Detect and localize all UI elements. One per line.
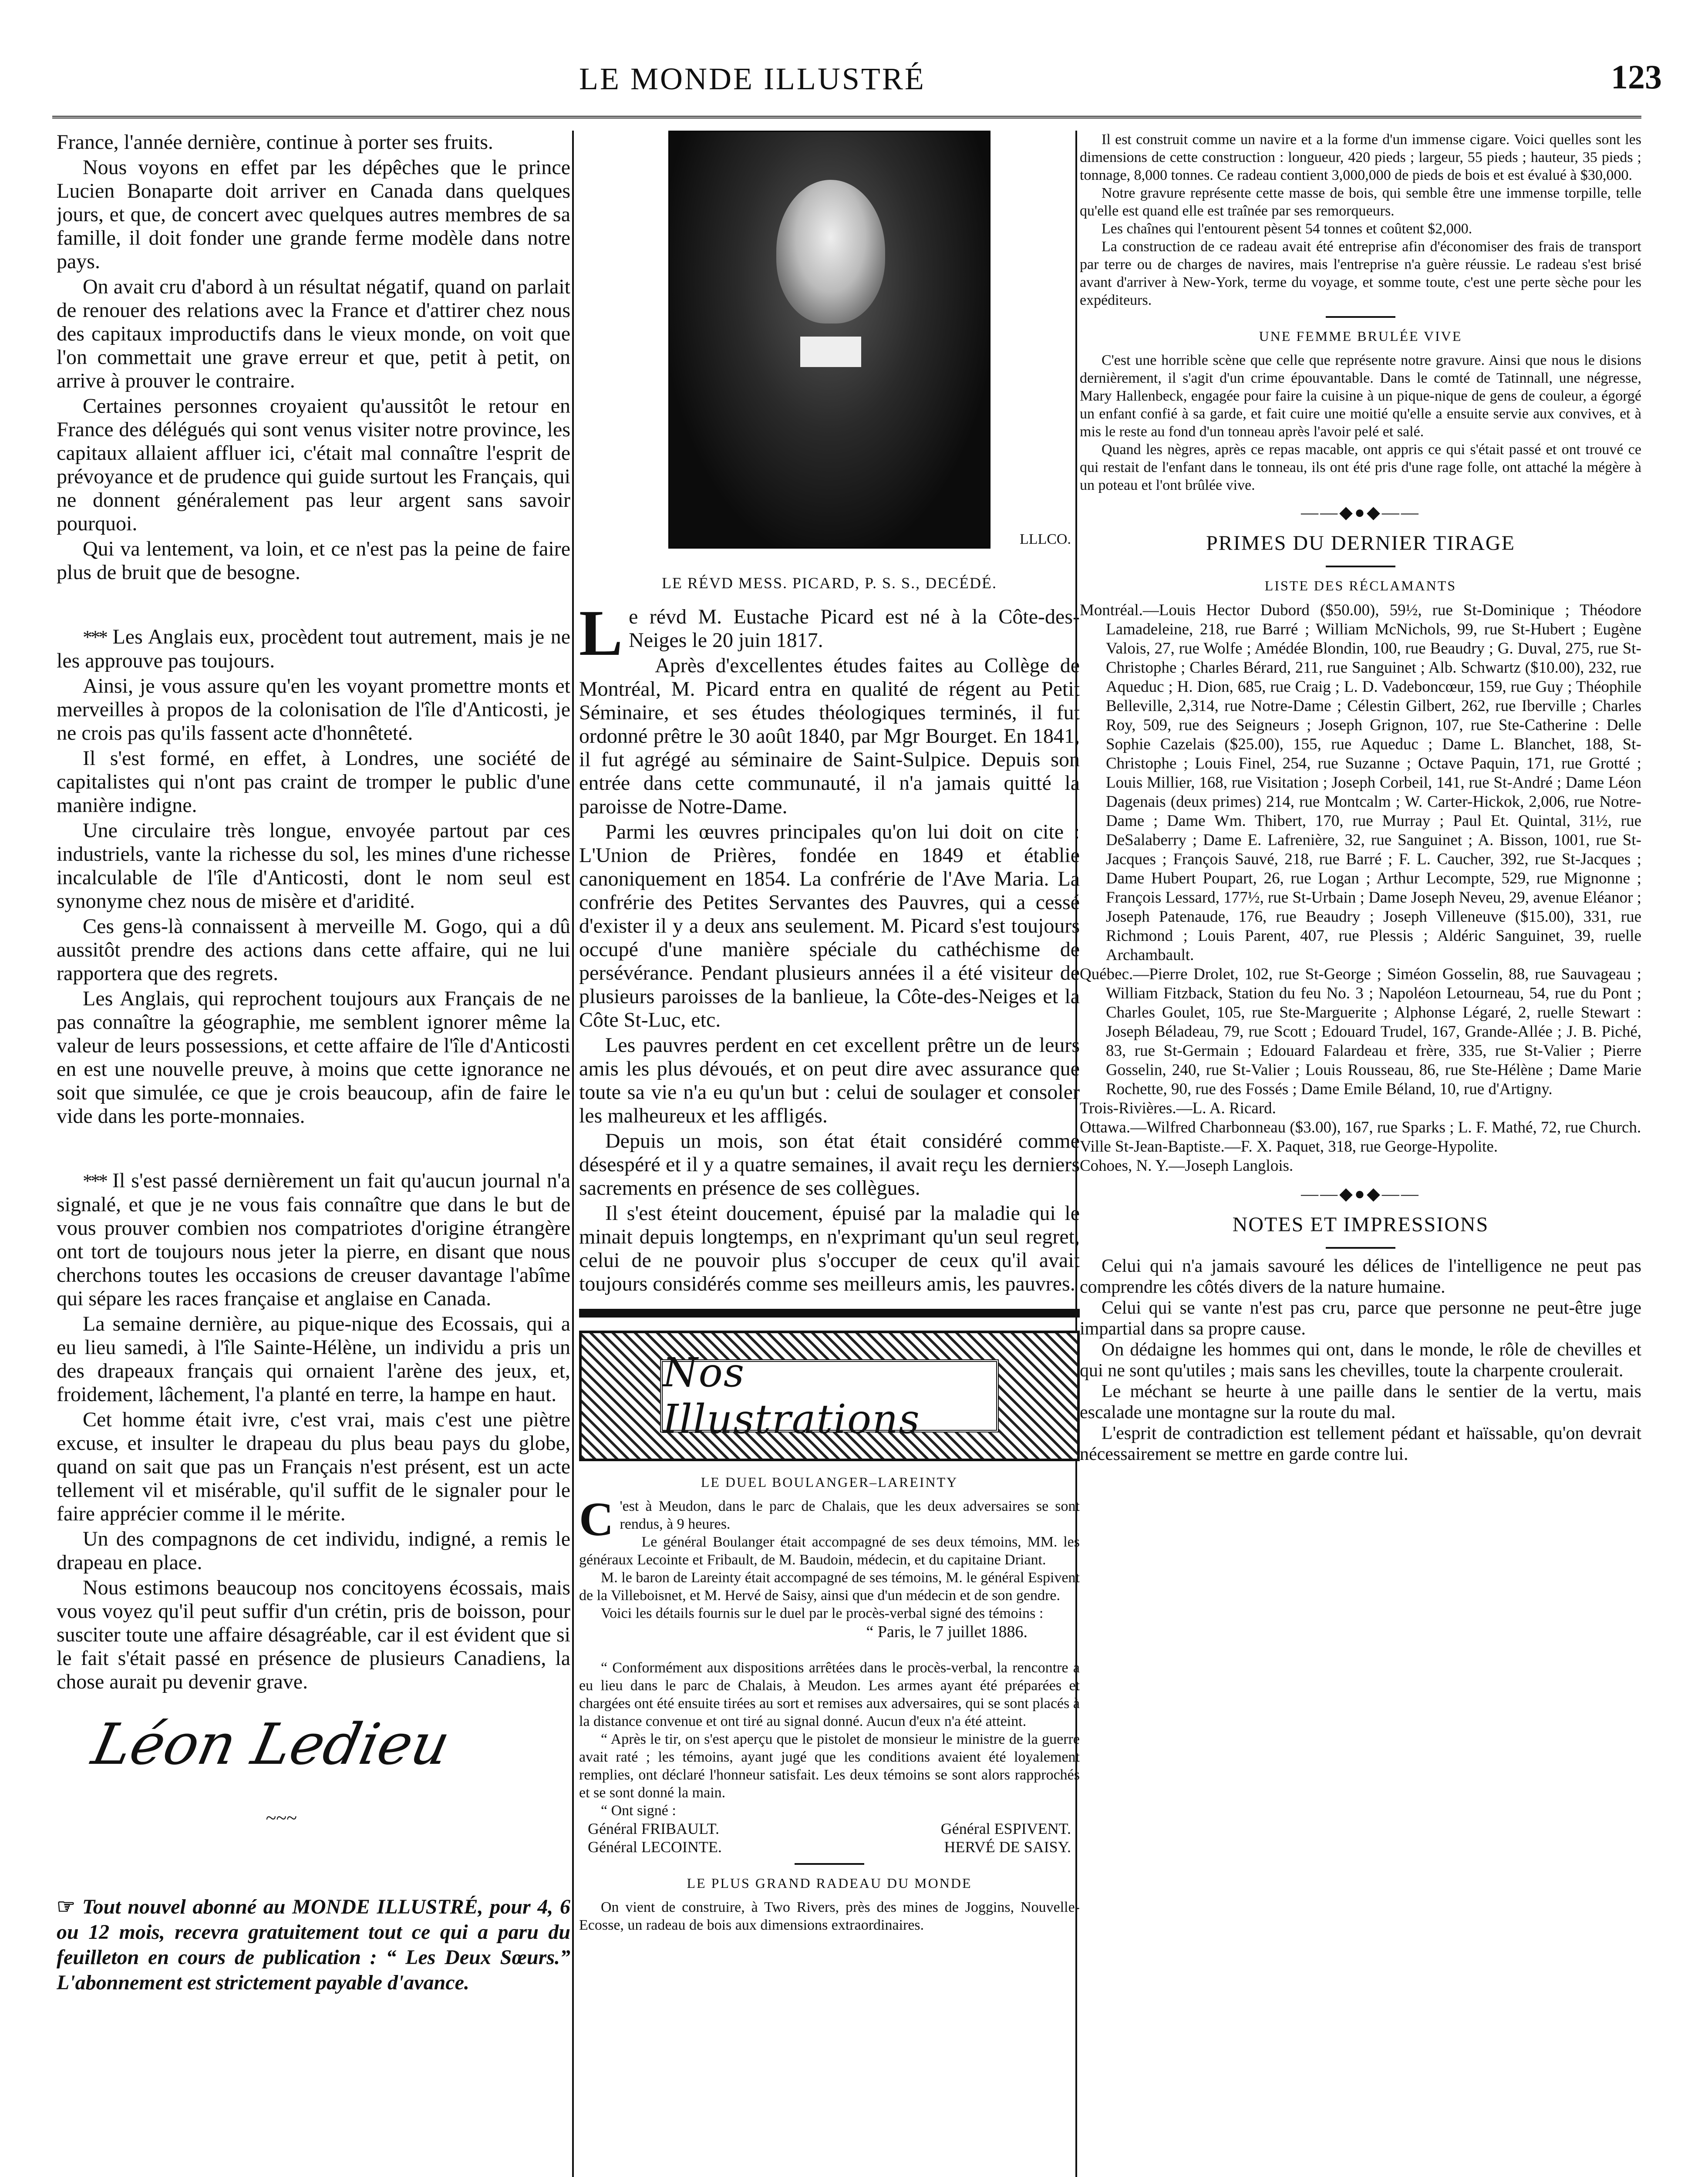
paragraph: Une circulaire très longue, envoyée partout par ces industriels, vante la richesse du sol, les mines d'une richesse incalculable de l'île d'Anticosti, dont le nom seul est synonyme chez nous de misère et d'aridité. [57, 819, 570, 913]
signatories-row [579, 1838, 1080, 1856]
signatory: Général ESPIVENT. [940, 1820, 1071, 1837]
dateline: “ Paris, le 7 juillet 1886. [866, 1623, 1027, 1641]
claimants-entry: Ottawa.—Wilfred Charbonneau ($3.00), 167, rue Sparks ; L. F. Mathé, 72, rue Church. [1080, 1119, 1641, 1136]
paragraph: Quand les nègres, après ce repas macable, ont appris ce qui s'était passé et ont trouvé ce qui restait de l'enfant dans le tonneau, ils ont été pris d'une rage folle, ont attaché la mégère à un poteau et l'ont brûlée vive. [1080, 441, 1641, 493]
paragraph: M. le baron de Lareinty était accompagné de ses témoins, M. le général Espivent de la Villeboisnet, et M. Hervé de Saisy, ainsi que d'un médecin et de son gendre. [579, 1570, 1080, 1604]
page-number: 123 [1611, 58, 1662, 96]
signatory: Général FRIBAULT. [588, 1820, 719, 1837]
paragraph: Celui qui n'a jamais savouré les délices de l'intelligence ne peut pas comprendre les côtés divers de la nature humaine. [1080, 1256, 1641, 1297]
list-heading: LISTE DES RÉCLAMANTS [1264, 578, 1457, 593]
column-2 [579, 131, 1080, 2177]
portrait-engraving [668, 131, 990, 549]
ornament-divider: ——◆●◆—— [1301, 502, 1420, 522]
column-1 [57, 131, 570, 2177]
paragraph: Nous voyons en effet par les dépêches que le prince Lucien Bonaparte doit arriver en Canada dans quelques jours, et que, de concert avec quelques autres membres de sa famille, il doit fonder une grande ferme modèle dans notre pays. [57, 156, 570, 273]
paragraph: Parmi les œuvres principales qu'on lui doit on cite : L'Union de Prières, fondée en 1849 et établie canoniquement en 1854. La confrérie de l'Ave Maria. La confrérie des Petites Servantes des Pauvres, qui a cessé d'exister il y a deux ans seulement. M. Picard s'est toujours occupé d'une manière spéciale du cathéchisme de persévérance. Pendant plusieurs années il a été visiteur de plusieurs paroisses de la banlieue, la Côte-des-Neiges et la Côte St-Luc, etc. [579, 820, 1080, 1031]
signed-label: “ Ont signé : [601, 1803, 676, 1819]
paragraph: Il s'est passé dernièrement un fait qu'aucun journal n'a signalé, et que je ne vous fais connaître que dans le but de vous prouver combien nos compatriotes d'origine étrangère ont tort de toujours nous jeter la pierre, en disant que nous cherchons toutes les occasions de creuser davantage l'abîme qui sépare les races française et anglaise en Canada. [57, 1169, 570, 1310]
signatory: HERVÉ DE SAISY. [944, 1838, 1071, 1856]
paragraph: On dédaigne les hommes qui ont, dans le monde, le rôle de chevilles et qui ne sont qu'utiles ; mais sans les chevilles, toute la charpente croulerait. [1080, 1340, 1641, 1381]
paragraph: Qui va lentement, va loin, et ce n'est pas la peine de faire plus de bruit que de besogne. [57, 537, 570, 584]
paragraph: “ Après le tir, on s'est aperçu que le pistolet de monsieur le ministre de la guerre avait raté ; les témoins, ayant jugé que les conditions avaient été loyalement remplies, ont déclaré l'honneur satisfait. Les deux témoins se sont alors rapprochés et se sont donné la main. [579, 1731, 1080, 1801]
article-heading: LE PLUS GRAND RADEAU DU MONDE [687, 1875, 972, 1891]
paragraph: Certaines personnes croyaient qu'aussitôt le retour en France des délégués qui sont venus visiter notre province, les capitaux allaient affluer ici, c'était mal connaître l'esprit de prévoyance et de prudence qui guide surtout les Français, qui ne donnent généralement pas leur argent sans savoir pourquoi. [57, 394, 570, 535]
signatory: Général LECOINTE. [588, 1838, 722, 1856]
claimants-entry: Cohoes, N. Y.—Joseph Langlois. [1080, 1157, 1294, 1175]
paragraph: C'est une horrible scène que celle que représente notre gravure. Ainsi que nous le disions dernièrement, il s'agit d'un crime épouvantable. Dans le comté de Tatinnall, une négresse, Mary Hallenbeck, engagée pour faire la cuisine à un pique-nique de gens de couleur, a égorgé un enfant confié à sa garde, et fait cuire une moitié qu'elle a ensuite servie aux convives, et à mis le reste au fond d'un tonneau après l'avoir pelé et salé. [1080, 352, 1641, 440]
section-stars: *** [83, 627, 106, 648]
claimants-entry: Trois-Rivières.—L. A. Ricard. [1080, 1099, 1276, 1117]
pointing-hand-icon: ☞ [57, 1895, 82, 1918]
paragraph: Les pauvres perdent en cet excellent prêtre un de leurs amis les plus dévoués, et on peut dire avec assurance que toute sa vie n'a eu qu'un but : celui de soulager et consoler les malheureux et les affligés. [579, 1034, 1080, 1127]
portrait-face [776, 180, 885, 324]
paragraph: “ Conformément aux dispositions arrêtées dans le procès-verbal, la rencontre a eu lieu dans le parc de Chalais, à Meudon. Les armes ayant été préparées et chargées ont été ensuite tirées au sort et remises aux adversaires, qui se sont placés à la distance convenue et ont tiré au signal donné. Aucun d'eux n'a été atteint. [579, 1660, 1080, 1729]
article-heading: LE DUEL BOULANGER–LAREINTY [701, 1474, 958, 1490]
claimants-entry: Ville St-Jean-Baptiste.—F. X. Paquet, 318, rue George-Hypolite. [1080, 1138, 1498, 1156]
paragraph: La semaine dernière, au pique-nique des Ecossais, qui a eu lieu samedi, à l'île Sainte-Hélène, un individu a pris un des drapeaux français qui ornaient l'arène des jeux, et, froidement, lâchement, l'a planté en terre, la hampe en haut. [57, 1312, 570, 1406]
paragraph: Il s'est formé, en effet, à Londres, une société de capitalistes qui n'ont pas craint de tromper le public d'une manière indigne. [57, 747, 570, 817]
section-stars: *** [83, 1170, 106, 1192]
paragraph: Un des compagnons de cet individu, indigné, a remis le drapeau en place. [57, 1527, 570, 1574]
section-heading: PRIMES DU DERNIER TIRAGE [1206, 532, 1515, 555]
paragraph: France, l'année dernière, continue à porter ses fruits. [57, 131, 493, 154]
portrait-collar [800, 337, 861, 367]
paragraph: 'est à Meudon, dans le parc de Chalais, que les deux adversaires se sont rendus, à 9 heures. [620, 1498, 1080, 1532]
divider [1326, 566, 1395, 567]
paragraph: Il s'est éteint doucement, épuisé par la maladie qui le minait depuis longtemps, en n'exprimant qu'un seul regret, celui de ne pouvoir plus s'occuper de ceux qu'il avait toujours considérés comme ses meilleurs amis, les pauvres. [579, 1202, 1080, 1295]
signature-flourish: ~~~ [266, 1807, 297, 1829]
divider [1326, 316, 1395, 318]
paragraph: On avait cru d'abord à un résultat négatif, quand on parlait de renouer des relations avec la France et d'attirer chez nous des capitaux improductifs dans le vieux monde, on voit que l'on commettait une grave erreur et que, petit à petit, on arrive à prouver le contraire. [57, 275, 570, 392]
paragraph: Notre gravure représente cette masse de bois, qui semble être une immense torpille, telle qu'elle est quand elle est traînée par ses remorqueurs. [1080, 185, 1641, 219]
paragraph: Les Anglais, qui reprochent toujours aux Français de ne pas connaître la géographie, me semblent ignorer même la valeur de leurs possessions, et cette affaire de l'île d'Anticosti en est une nouvelle preuve, à moins que cette ignorance ne soit que simulée, ce que je crois beaucoup, afin de faire le vide dans les porte-monnaies. [57, 987, 570, 1128]
paragraph: e révd M. Eustache Picard est né à la Côte-des-Neiges le 20 juin 1817. [629, 605, 1080, 652]
header-rule [52, 116, 1641, 118]
article-heading: UNE FEMME BRULÉE VIVE [1259, 328, 1462, 344]
portrait-caption: LE RÉVD MESS. PICARD, P. S. S., DECÉDÉ. [661, 574, 997, 592]
column-divider [572, 131, 574, 2177]
paragraph: Le méchant se heurte à une paille dans le sentier de la vertu, mais escalade une montagne sur la route du mal. [1080, 1382, 1641, 1422]
paragraph: Après d'excellentes études faites au Collège de Montréal, M. Picard entra en qualité de régent au Petit Séminaire, et ses études théologiques terminés, il fut ordonné prêtre le 30 août 1840, par Mgr Bourget. En 1841, il fut agrégé au séminaire de Saint-Sulpice. Depuis son entrée dans cette communauté, il n'a jamais quitté la paroisse de Notre-Dame. [579, 654, 1080, 818]
masthead: LE MONDE ILLUSTRÉ [579, 61, 926, 96]
paragraph: L'esprit de contradiction est tellement pédant et haïssable, qu'on devrait nécessairement se mettre en garde contre lui. [1080, 1423, 1641, 1464]
paragraph: On vient de construire, à Two Rivers, près des mines de Joggins, Nouvelle-Ecosse, un radeau de bois aux dimensions extraordinaires. [579, 1899, 1080, 1933]
divider [1326, 1247, 1395, 1249]
engraver-mark: LLLCO. [1019, 531, 1071, 547]
ornament-divider: ——◆●◆—— [1301, 1184, 1420, 1203]
divider [795, 1863, 864, 1865]
paragraph: Ces gens-là connaissent à merveille M. Gogo, qui a dû aussitôt prendre des actions dans cette affaire, qui ne lui rapportera que des regrets. [57, 915, 570, 985]
section-rule [579, 1309, 1080, 1318]
claimants-entry: Montréal.—Louis Hector Dubord ($50.00), 59½, rue St-Dominique ; Théodore Lamadeleine, 218, rue Barré ; William McNichols, 99, rue St-Hubert ; Eugène Valois, 27, rue Wolfe ; Amédée Blondin, 100, rue Beaudry ; G. Duval, 275, rue St-Christophe ; Charles Bérard, 211, rue Sanguinet ; Alb. Schwartz ($10.00), 232, rue Aqueduc ; H. Dion, 685, rue Craig ; L. D. Vadeboncœur, 159, rue Guy ; Théophile Belleville, 2,314, rue Notre-Dame ; Célestin Gilbert, 262, rue Iberville ; Charles Roy, 509, rue des Seigneurs ; Joseph Grignon, 107, rue Ste-Catherine : Delle Sophie Cazelais ($25.00), 155, rue Aqueduc ; Dame L. Blanchet, 188, St-Christophe ; Louis Finel, 254, rue Suzanne ; Octave Paquin, 171, rue Grotté ; Louis Millier, 168, rue Visitation ; Joseph Corbeil, 141, rue St-André ; Dame Léon Dagenais (deux primes) 214, rue Montcalm ; W. Carter-Hickok, 2,006, rue Notre-Dame ; Dame Wm. Thibert, 170, rue Murray ; Paul Et. Quintal, 31½, rue DeSalaberry ; Dame E. Lafrenière, 32, rue Sanguinet ; A. Bisson, 1001, rue St-Jacques ; François Sauvé, 218, rue Barré ; F. L. Caucher, 392, rue St-Jacques ; Dame Hubert Poupart, 26, rue Logan ; Arthur Lecompte, 529, rue Mignonne ; François Lessard, 177½, rue St-Urbain ; Dame Joseph Neveu, 29, avenue Eléanor ; Joseph Patenaude, 176, rue Beaudry ; Joseph Villeneuve ($15.00), 331, rue Richmond ; Louis Parent, 407, rue Plessis ; Aldéric Sanguinet, 39, ruelle Archambault. [1080, 601, 1641, 964]
banner-title: Nos Illustrations [660, 1359, 999, 1432]
section-heading: NOTES ET IMPRESSIONS [1232, 1213, 1489, 1236]
paragraph: Depuis un mois, son état était considéré comme désespéré et il y a quatre semaines, il avait reçu les derniers sacrements en présence de ses collègues. [579, 1129, 1080, 1200]
subscription-notice: ☞ Tout nouvel abonné au MONDE ILLUSTRÉ, pour 4, 6 ou 12 mois, recevra gratuitement tout ce qui a paru du feuilleton en cours de publication : “ Les Deux Sœurs.” L'abonnement est strictement payable d'avance. [57, 1895, 570, 1994]
section-banner [579, 1331, 1080, 1461]
paragraph: Il est construit comme un navire et a la forme d'un immense cigare. Voici quelles sont les dimensions de cette construction : longueur, 420 pieds ; largeur, 55 pieds ; hauteur, 35 pieds ; tonnage, 8,000 tonnes. Ce radeau contient 3,000,000 de pieds de bois et est évalué à $30,000. [1080, 131, 1641, 183]
paragraph: Ainsi, je vous assure qu'en les voyant promettre monts et merveilles à propos de la colonisation de l'île d'Anticosti, je ne crois pas qu'ils fassent acte d'honnêteté. [57, 674, 570, 745]
signatories-row [579, 1820, 1080, 1838]
paragraph: Les chaînes qui l'entourent pèsent 54 tonnes et coûtent $2,000. [1102, 221, 1472, 237]
author-signature: Léon Ledieu [86, 1711, 456, 1777]
claimants-entry: Québec.—Pierre Drolet, 102, rue St-George ; Siméon Gosselin, 88, rue Sauvageau ; William Fitzback, Station du feu No. 3 ; Napoléon Letourneau, 54, rue du Pont ; Charles Goulet, 105, rue Ste-Marguerite ; Alphonse Légaré, 2, ruelle Stewart : Joseph Béladeau, 79, rue Scott ; Edouard Trudel, 167, Grande-Allée ; J. B. Piché, 83, rue St-Germain ; Edouard Falardeau et frère, 335, rue St-Valier ; Pierre Gosselin, 240, rue St-Valier ; Louis Rousseau, 86, rue Ste-Hélène ; Dame Marie Rochette, 90, rue des Fossés ; Dame Emile Béland, 10, rue d'Artigny. [1080, 965, 1641, 1098]
paragraph: Celui qui se vante n'est pas cru, parce que personne ne peut-être juge impartial dans sa propre cause. [1080, 1298, 1641, 1339]
drop-cap: L [579, 597, 623, 669]
paragraph: La construction de ce radeau avait été entreprise afin d'économiser des frais de transport par terre ou de charges de navires, mais l'entreprise n'a guère réussie. Le radeau s'est brisé avant d'arriver à New-York, terme du voyage, et somme toute, c'est une perte sèche pour les expéditeurs. [1080, 239, 1641, 308]
paragraph: Le général Boulanger était accompagné de ses deux témoins, MM. les généraux Lecointe et Fribault, de M. Baudoin, médecin, et du capitaine Driant. [579, 1534, 1080, 1568]
column-3 [1080, 131, 1641, 2177]
paragraph: Les Anglais eux, procèdent tout autrement, mais je ne les approuve pas toujours. [57, 625, 570, 672]
paragraph: Nous estimons beaucoup nos concitoyens écossais, mais vous voyez qu'il peut suffir d'un crétin, pris de boisson, pour susciter toute une affaire désagréable, car il est évident que si le fait s'était passé en présence de plusieurs Canadiens, la chose aurait pu devenir grave. [57, 1576, 570, 1693]
paragraph: Cet homme était ivre, c'est vrai, mais c'est une piètre excuse, et insulter le drapeau du plus beau pays du globe, quand on sait que pas un Français n'est présent, est un acte tellement vil et misérable, qu'il suffit de le signaler pour le faire apprécier comme il le mérite. [57, 1408, 570, 1525]
paragraph: Voici les détails fournis sur le duel par le procès-verbal signé des témoins : [601, 1605, 1044, 1621]
drop-cap: C [579, 1493, 614, 1546]
